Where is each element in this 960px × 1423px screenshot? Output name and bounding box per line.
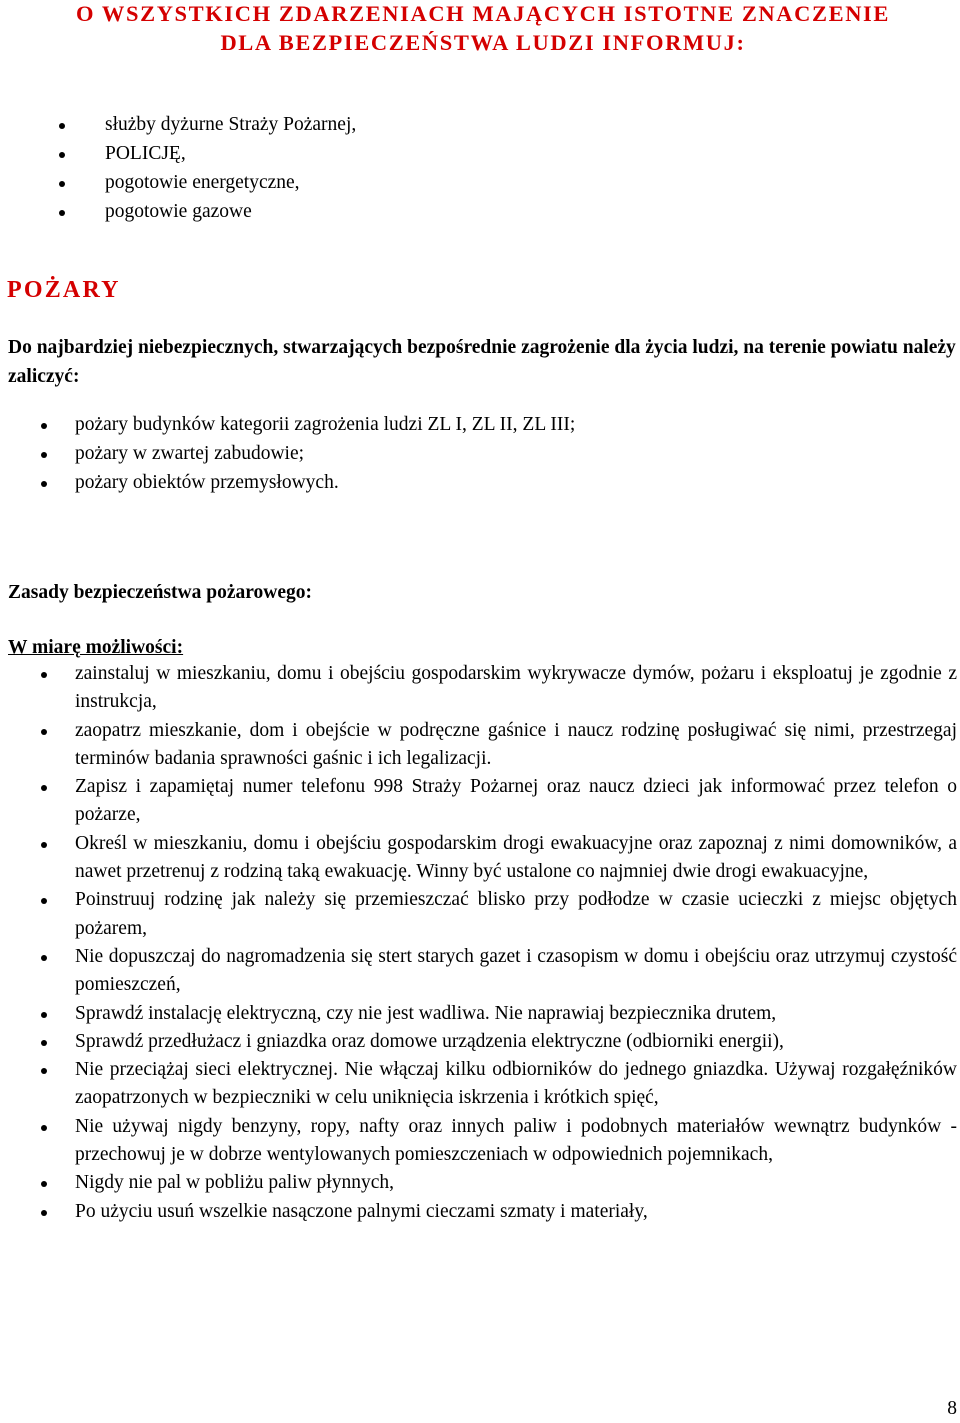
list-item xyxy=(75,717,957,774)
list-item-text: pożary w zwartej zabudowie; xyxy=(75,443,305,464)
bullet-icon xyxy=(41,842,47,848)
list-item xyxy=(75,468,575,497)
list-item-text: pożary obiektów przemysłowych. xyxy=(75,472,339,493)
rules-subheading: W miarę możliwości: xyxy=(8,637,184,658)
main-heading-line-1: O WSZYSTKICH ZDARZENIACH MAJĄCYCH ISTOTNE ZNACZENIE xyxy=(75,1,891,26)
bullet-icon xyxy=(41,672,47,678)
bullet-icon xyxy=(41,1181,47,1187)
list-item-text: służby dyżurne Straży Pożarnej, xyxy=(105,114,357,135)
bullet-icon xyxy=(41,729,47,735)
main-heading-line-2: DLA BEZPIECZEŃSTWA LUDZI INFORMUJ: xyxy=(220,30,746,55)
list-item-text: Po użyciu usuń wszelkie nasączone palnymi cieczami szmaty i materiały, xyxy=(75,1200,648,1222)
list-item xyxy=(75,886,957,943)
list-item-text: zainstaluj w mieszkaniu, domu i obejściu gospodarskim wykrywacze dymów, pożaru i eksploatuj je zgodnie z instrukcja, xyxy=(75,663,957,713)
bullet-icon xyxy=(41,955,47,961)
list-item xyxy=(75,1028,957,1056)
list-item-text: pogotowie gazowe xyxy=(105,201,252,222)
list-item xyxy=(75,1169,957,1197)
main-heading xyxy=(8,0,958,57)
list-item-text: Sprawdź przedłużacz i gniazdka oraz domowe urządzenia elektryczne (odbiorniki energii), xyxy=(75,1030,784,1052)
fire-types-list xyxy=(75,410,575,497)
list-item xyxy=(75,830,957,887)
bullet-icon xyxy=(41,423,47,429)
list-item xyxy=(75,943,957,1000)
list-item-text: Zapisz i zapamiętaj numer telefonu 998 Straży Pożarnej oraz naucz dzieci jak informować przez telefon o pożarze, xyxy=(75,776,957,826)
bullet-icon xyxy=(59,123,65,129)
rules-list xyxy=(75,660,957,1226)
bullet-icon xyxy=(41,1210,47,1216)
bullet-icon xyxy=(41,481,47,487)
list-item xyxy=(105,168,356,197)
list-item-text: zaopatrz mieszkanie, dom i obejście w podręczne gaśnice i naucz rodzinę posługiwać się nimi, przestrzegaj terminów badania sprawności gaśnic i ich legalizacji. xyxy=(75,719,957,769)
bullet-icon xyxy=(59,181,65,187)
bullet-icon xyxy=(59,152,65,158)
list-item xyxy=(105,110,356,139)
bullet-icon xyxy=(41,1125,47,1131)
list-item xyxy=(75,1198,957,1226)
list-item xyxy=(75,1000,957,1028)
bullet-icon xyxy=(41,1068,47,1074)
list-item xyxy=(75,660,957,717)
list-item xyxy=(75,773,957,830)
bullet-icon xyxy=(59,210,65,216)
list-item-text: pożary budynków kategorii zagrożenia ludzi ZL I, ZL II, ZL III; xyxy=(75,414,576,435)
list-item xyxy=(105,197,356,226)
bullet-icon xyxy=(41,1040,47,1046)
bullet-icon xyxy=(41,785,47,791)
list-item-text: Poinstruuj rodzinę jak należy się przemieszczać blisko przy podłodze w czasie ucieczki z miejsc objętych pożarem, xyxy=(75,889,957,939)
list-item xyxy=(75,410,575,439)
bullet-icon xyxy=(41,452,47,458)
list-item xyxy=(75,1113,957,1170)
list-item-text: POLICJĘ, xyxy=(105,143,186,164)
list-item-text: Nie dopuszczaj do nagromadzenia się stert starych gazet i czasopism w domu i obejściu oraz utrzymuj czystość pomieszczeń, xyxy=(75,945,957,996)
list-item-text: Nigdy nie pal w pobliżu paliw płynnych, xyxy=(75,1172,394,1194)
rules-heading: Zasady bezpieczeństwa pożarowego: xyxy=(8,582,313,603)
list-item-text: Nie przeciążaj sieci elektrycznej. Nie włączaj kilku odbiorników do jednego gniazdka. Używaj rozgałęźników zaopatrzonych w bezpieczniki w celu uniknięcia iskrzenia i krótkich spięć, xyxy=(75,1059,957,1109)
list-item-text: pogotowie energetyczne, xyxy=(105,172,300,193)
bullet-icon xyxy=(41,898,47,904)
intro-paragraph: Do najbardziej niebezpiecznych, stwarzających bezpośrednie zagrożenie dla życia ludzi, na terenie powiatu należy zaliczyć: xyxy=(8,337,956,387)
list-item-text: Sprawdź instalację elektryczną, czy nie jest wadliwa. Nie naprawiaj bezpiecznika drutem, xyxy=(75,1002,777,1024)
list-item xyxy=(75,1056,957,1113)
list-item-text: Określ w mieszkaniu, domu i obejściu gospodarskim drogi ewakuacyjne oraz zapoznaj z nimi domowników, a nawet przetrenuj z rodziną taką ewakuację. Winny być ustalone co najmniej dwie drogi ewakuacyjne, xyxy=(75,832,957,883)
list-item xyxy=(105,139,356,168)
section-title: POŻARY xyxy=(7,277,121,303)
list-item xyxy=(75,439,575,468)
inform-list xyxy=(105,110,356,226)
list-item-text: Nie używaj nigdy benzyny, ropy, nafty oraz innych paliw i podobnych materiałów wewnątrz budynków - przechowuj je w dobrze wentylowanych pomieszczeniach w odpowiednich pojemnikach, xyxy=(75,1115,957,1166)
bullet-icon xyxy=(41,1012,47,1018)
page-number: 8 xyxy=(947,1398,957,1419)
